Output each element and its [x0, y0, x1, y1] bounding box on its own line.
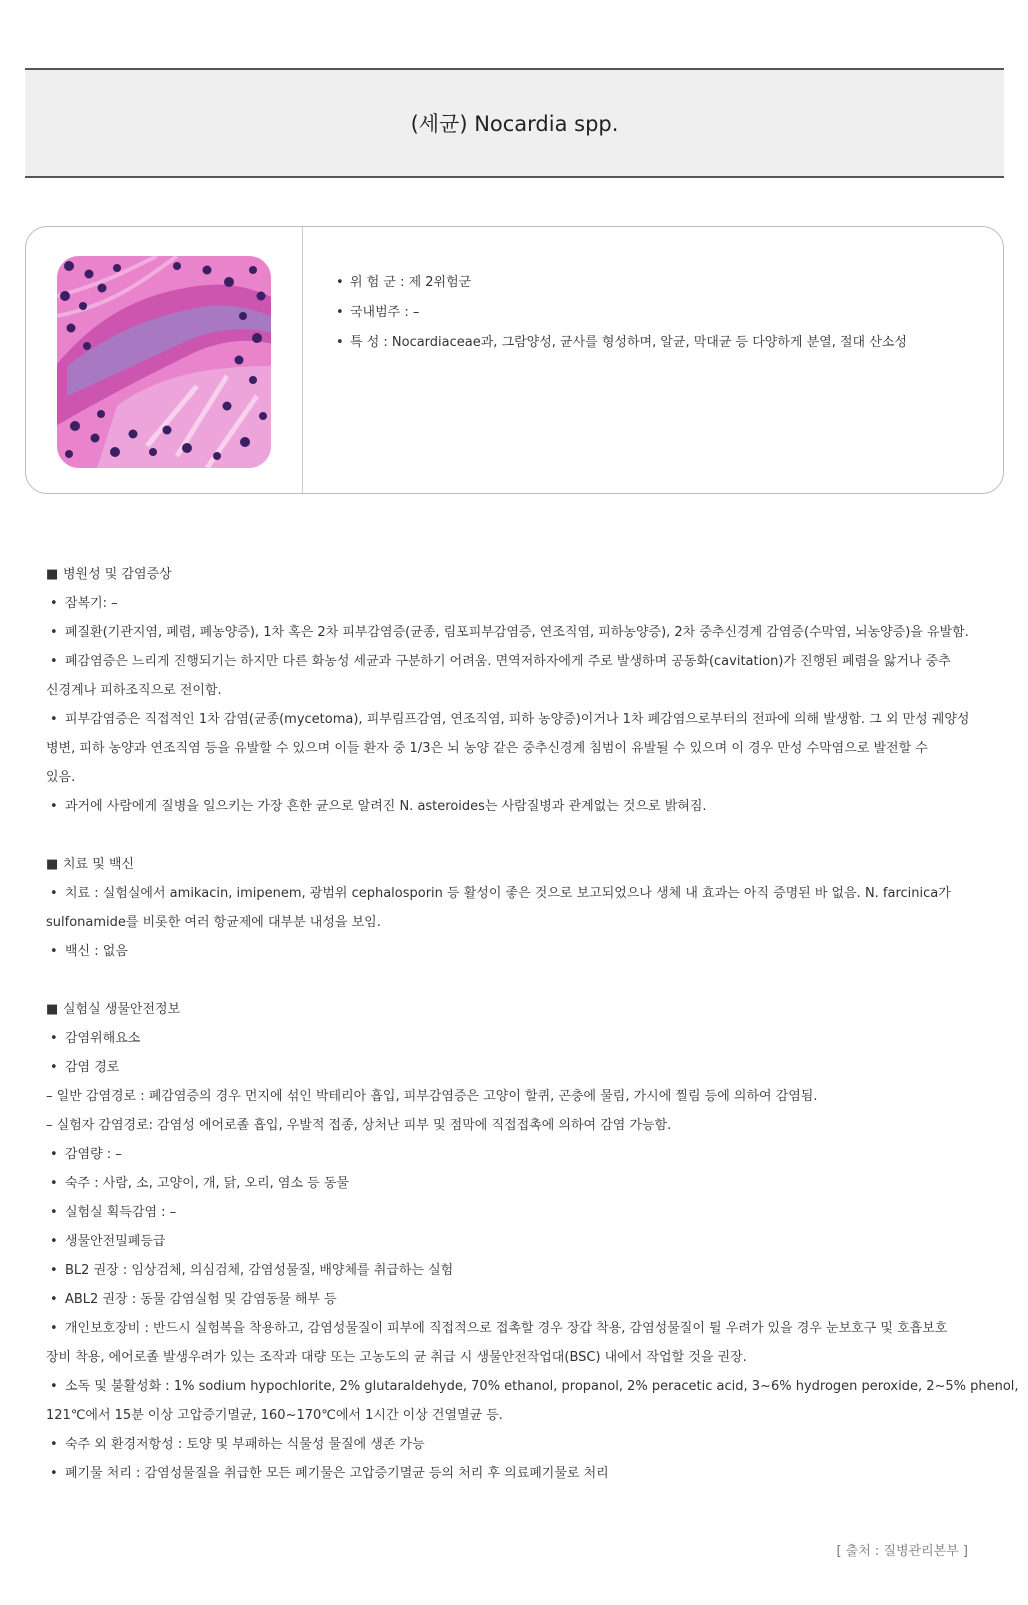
bullet: • [50, 1031, 58, 1046]
item-text: 잠복기: – [65, 596, 118, 611]
bullet: • [50, 596, 58, 611]
item-text: 감염위해요소 [65, 1031, 141, 1046]
list-item-continued: 병변, 피하 농양과 연조직염 등을 유발할 수 있으며 이들 환자 중 1/3은 뇌 농양 같은 중추신경계 침범이 유발될 수 있으며 이 경우 만성 수막염으로 발전할 수 [46, 741, 928, 756]
domestic-category-text: 국내범주 : – [350, 305, 420, 320]
info-characteristics [336, 333, 907, 363]
list-item [46, 1372, 1019, 1401]
list-item [46, 792, 996, 821]
item-text: 소독 및 불활성화 : 1% sodium hypochlorite, 2% glutaraldehyde, 70% ethanol, propanol, 2% peracetic acid, 3~6% hydrogen peroxide, 2~5% phenol, [65, 1379, 1019, 1394]
bullet: • [50, 1292, 58, 1307]
item-text: 개인보호장비 : 반드시 실험복을 착용하고, 감염성물질이 피부에 직접적으로 접촉할 경우 장갑 착용, 감염성물질이 튈 우려가 있을 경우 눈보호구 및 호흡보호 [65, 1321, 948, 1336]
list-item [46, 618, 996, 647]
title-bar [25, 68, 1004, 178]
section-marker-icon: ■ [46, 567, 59, 582]
bullet: • [336, 335, 344, 350]
list-item [46, 647, 996, 676]
item-text: 폐질환(기관지염, 폐렴, 폐농양증), 1차 혹은 2차 피부감염증(균종, 림포피부감염증, 연조직염, 피하농양증), 2차 중추신경계 감염증(수막염, 뇌농양증)을 유발함. [65, 625, 969, 640]
list-item [46, 1285, 996, 1314]
content [46, 560, 1019, 1488]
list-item-continued: 신경계나 피하조직으로 전이함. [46, 683, 222, 698]
bullet: • [50, 1466, 58, 1481]
bullet: • [50, 1060, 58, 1075]
item-text: 숙주 외 환경저항성 : 토양 및 부패하는 식물성 물질에 생존 가능 [65, 1437, 425, 1452]
characteristics-text: 특 성 : Nocardiaceae과, 그람양성, 균사를 형성하며, 알균, 막대균 등 다양하게 분열, 절대 산소성 [350, 335, 907, 350]
list-item [46, 1459, 996, 1488]
info-divider [302, 227, 303, 493]
info-box [25, 226, 1004, 494]
list-item [46, 1024, 996, 1053]
info-domestic-category [336, 303, 907, 333]
micrograph-image [57, 256, 271, 468]
bullet: • [50, 1234, 58, 1249]
list-item [46, 1140, 996, 1169]
source-credit: [ 출처 : 질병관리본부 ] [836, 1544, 968, 1559]
section-heading-treatment [46, 850, 996, 879]
item-text: 피부감염증은 직접적인 1차 감염(균종(mycetoma), 피부림프감염, 연조직염, 피하 농양증)이거나 1차 폐감염으로부터의 전파에 의해 발생함. 그 외 만성 궤양성 [65, 712, 970, 727]
heading-text: 치료 및 백신 [63, 857, 135, 872]
section-marker-icon: ■ [46, 1002, 59, 1017]
list-item [46, 1198, 996, 1227]
bullet: • [50, 1176, 58, 1191]
item-text: 감염량 : – [65, 1147, 122, 1162]
dash-item: – 일반 감염경로 : 폐감염증의 경우 먼지에 섞인 박테리아 흡입, 피부감염증은 고양이 할퀴, 곤충에 물림, 가시에 찔림 등에 의하여 감염됨. [46, 1089, 818, 1104]
bullet: • [50, 654, 58, 669]
list-item [46, 589, 996, 618]
bullet: • [50, 1263, 58, 1278]
bullet: • [50, 944, 58, 959]
page-title: (세균) Nocardia spp. [410, 112, 619, 136]
bullet: • [50, 1147, 58, 1162]
item-text: 실험실 획득감염 : – [65, 1205, 177, 1220]
list-item-continued: 장비 착용, 에어로졸 발생우려가 있는 조작과 대량 또는 고농도의 균 취급 시 생물안전작업대(BSC) 내에서 작업할 것을 권장. [46, 1350, 747, 1365]
list-item-continued: 121℃에서 15분 이상 고압증기멸균, 160~170℃에서 1시간 이상 건열멸균 등. [46, 1408, 503, 1423]
list-item [46, 705, 996, 734]
item-text: 백신 : 없음 [65, 944, 128, 959]
list-item [46, 1256, 996, 1285]
item-text: 감염 경로 [65, 1060, 120, 1075]
info-list [336, 273, 907, 363]
info-risk-group [336, 273, 907, 303]
item-text: 폐기물 처리 : 감염성물질을 취급한 모든 폐기물은 고압증기멸균 등의 처리 후 의료폐기물로 처리 [65, 1466, 609, 1481]
item-text: BL2 권장 : 임상검체, 의심검체, 감염성물질, 배양체를 취급하는 실험 [65, 1263, 454, 1278]
bullet: • [50, 1379, 58, 1394]
bullet: • [336, 275, 344, 290]
list-item-continued: 있음. [46, 770, 76, 785]
bullet: • [50, 1437, 58, 1452]
item-text: 생물안전밀폐등급 [65, 1234, 166, 1249]
bullet: • [336, 305, 344, 320]
section-heading-pathogenicity [46, 560, 996, 589]
dash-item: – 실험자 감염경로: 감염성 에어로졸 흡입, 우발적 접종, 상처난 피부 및 점막에 직접접촉에 의하여 감염 가능함. [46, 1118, 672, 1133]
list-item [46, 879, 996, 908]
section-heading-biosafety [46, 995, 996, 1024]
list-item [46, 1314, 996, 1343]
list-item-continued: sulfonamide를 비롯한 여러 항균제에 대부분 내성을 보임. [46, 915, 381, 930]
item-text: ABL2 권장 : 동물 감염실험 및 감염동물 해부 등 [65, 1292, 337, 1307]
micrograph-svg [57, 256, 271, 468]
list-item [46, 1430, 996, 1459]
heading-text: 병원성 및 감염증상 [63, 567, 172, 582]
list-item [46, 1053, 996, 1082]
bullet: • [50, 1205, 58, 1220]
bullet: • [50, 712, 58, 727]
bullet: • [50, 1321, 58, 1336]
bullet: • [50, 799, 58, 814]
bullet: • [50, 886, 58, 901]
item-text: 과거에 사람에게 질병을 일으키는 가장 흔한 균으로 알려진 N. asteroides는 사람질병과 관계없는 것으로 밝혀짐. [65, 799, 707, 814]
list-item [46, 1227, 996, 1256]
section-marker-icon: ■ [46, 857, 59, 872]
item-text: 폐감염증은 느리게 진행되기는 하지만 다른 화농성 세균과 구분하기 어려움. 면역저하자에게 주로 발생하며 공동화(cavitation)가 진행된 폐렴을 앓거나 중추 [65, 654, 951, 669]
heading-text: 실험실 생물안전정보 [63, 1002, 181, 1017]
item-text: 치료 : 실험실에서 amikacin, imipenem, 광범위 cephalosporin 등 활성이 좋은 것으로 보고되었으나 생체 내 효과는 아직 증명된 바 없음. N. farcinica가 [65, 886, 951, 901]
risk-group-text: 위 험 군 : 제 2위험군 [350, 275, 472, 290]
item-text: 숙주 : 사람, 소, 고양이, 개, 닭, 오리, 염소 등 동물 [65, 1176, 349, 1191]
bullet: • [50, 625, 58, 640]
list-item [46, 937, 996, 966]
list-item [46, 1169, 996, 1198]
